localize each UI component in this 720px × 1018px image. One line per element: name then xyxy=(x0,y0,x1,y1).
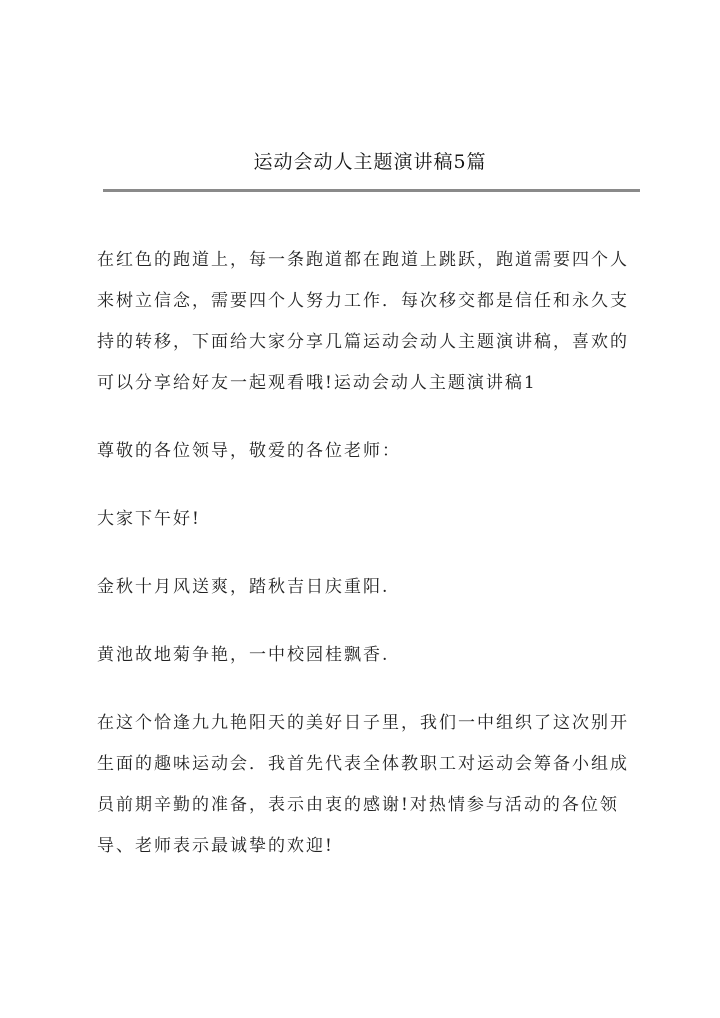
paragraph xyxy=(97,240,657,404)
paragraph-line: 持的转移，下面给大家分享几篇运动会动人主题演讲稿，喜欢的 xyxy=(97,332,629,352)
paragraph-line: 员前期辛勤的准备，表示由衷的感谢!对热情参与活动的各位领 xyxy=(97,795,619,815)
paragraph-line: 大家下午好! xyxy=(97,509,201,529)
paragraph-line: 生面的趣味运动会．我首先代表全体教职工对运动会筹备小组成 xyxy=(97,754,629,774)
paragraph-line: 来树立信念，需要四个人努力工作．每次移交都是信任和永久支 xyxy=(97,291,629,311)
paragraph-line: 导、老师表示最诚挚的欢迎! xyxy=(97,836,334,856)
paragraph-line: 在红色的跑道上，每一条跑道都在跑道上跳跃，跑道需要四个人 xyxy=(97,250,629,270)
paragraph-line: 在这个恰逢九九艳阳天的美好日子里，我们一中组织了这次别开 xyxy=(97,713,629,733)
paragraph xyxy=(97,499,657,540)
document-body xyxy=(97,240,657,894)
paragraph-line: 黄池故地菊争艳，一中校园桂飘香. xyxy=(97,645,390,665)
paragraph xyxy=(97,635,657,676)
paragraph xyxy=(97,431,657,472)
paragraph-line: 尊敬的各位领导，敬爱的各位老师： xyxy=(97,441,401,461)
paragraph xyxy=(97,703,657,867)
paragraph xyxy=(97,567,657,608)
title-divider xyxy=(103,189,640,192)
document-title: 运动会动人主题演讲稿5篇 xyxy=(253,151,487,173)
paragraph-line: 可以分享给好友一起观看哦!运动会动人主题演讲稿1 xyxy=(97,373,537,393)
paragraph-line: 金秋十月风送爽，踏秋吉日庆重阳. xyxy=(97,577,390,597)
